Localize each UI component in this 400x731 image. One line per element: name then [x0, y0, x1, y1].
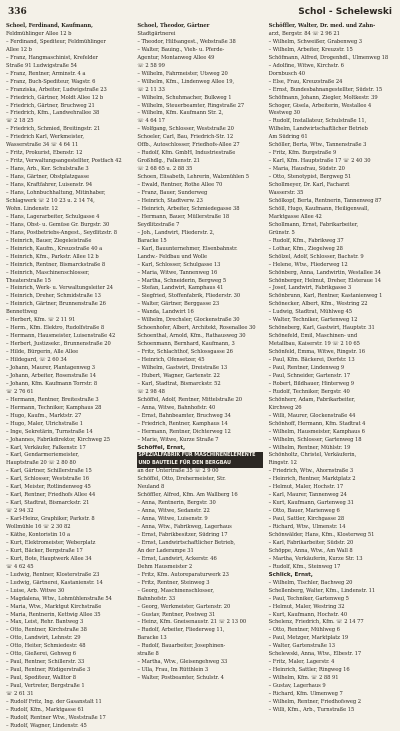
directory-entry: – Walter, Postbeamter, Schulstr. 4 [137, 675, 224, 682]
directory-entry: ☏ 2 61 31 [6, 691, 34, 698]
directory-entry: – Marie, Witwe, Kurze Straße 7 [137, 436, 219, 443]
directory-entry: – Rudolf Fritz, Ing. der Gasanstalt 11 [6, 699, 102, 706]
directory-entry: – Magdalena, Wtw., Lohmühlenstraße 54 [6, 595, 112, 602]
directory-entry: – Hans, Arb., Ker. Schulstraße 3 [6, 166, 89, 173]
directory-entry: – Ferdinand, Spediteur, Feldmühlinger [6, 38, 106, 45]
directory-entry: – Josef, Landwirt, Fabrikgasse 3 [268, 285, 352, 292]
directory-entry: – Lothar, Kfm., Ziegelweg 28 [268, 245, 343, 252]
directory-entry: – Heinrich, Sattler, Ringweg 16 [268, 667, 350, 674]
entry-heading: Schlick, Ernst, [268, 571, 313, 578]
directory-entry: – Max, Leist, Rehr. Bantweg 3 [6, 619, 84, 626]
directory-entry: – Wilhelm, Schweißer, Grabenweg 3 [268, 38, 363, 45]
directory-entry: Schöffel, Otto, Drehermeister, Str. [137, 476, 226, 483]
directory-entry: Schölzel, Adolf, Schlosser, Bachstr. 9 [268, 253, 364, 260]
directory-entry: – Friedrich, Kfm., Landwehrallee 38 [6, 110, 100, 117]
directory-entry: – Paul, Metzger, Marktplatz 19 [268, 635, 349, 642]
directory-entry: – Käthe, Kontoristin 10 a [6, 532, 71, 538]
directory-entry: – Fritz, Schlachthof, Schlossgasse 26 [137, 349, 233, 356]
directory-entry: – Helmut, Maler, Westring 32 [268, 603, 345, 610]
directory-entry: – Heinrich, Kfm., Parkstr. Allee 12 b [6, 253, 99, 260]
directory-entry: – Karl, Verkäufer, Falkenstr. 17 [6, 444, 86, 451]
directory-entry: Feldmühlinger Allee 12 b [6, 30, 72, 37]
directory-entry: – Heinrich, Rentner, Marktplatz 2 [268, 476, 356, 483]
directory-entry: Baracke 15 [137, 237, 167, 244]
directory-entry: – Walter, Techniker, Gartenweg 12 [268, 317, 358, 324]
directory-entry: – Paul, Spediteur, Walltor 8 [6, 675, 77, 682]
directory-entry: Bahnhofstr. 33 [137, 595, 176, 602]
directory-entry: – Paul, Schneider, Gartenstr. 17 [268, 372, 351, 379]
entry-heading: Schöffel, Ernst, [137, 444, 186, 451]
directory-entry: – Kurt, Elektromeister, Weberplatz [6, 539, 96, 546]
directory-entry: Schellenberg, Walter, Kfm., Lindenstr. 11 [268, 587, 376, 594]
directory-entry: – Anna, Rentnerin, Bergstr. 30 [137, 500, 216, 507]
directory-entry: Dehm Hausmeister 2 [137, 563, 193, 570]
directory-entry: Schönholtz, Christel, Verkäuferin, [268, 452, 357, 459]
directory-entry: – Rudolf, Kfm., Steinweg 17 [268, 563, 341, 570]
directory-entry: – Otto, Stenotypist, Bergweg 51 [268, 174, 352, 181]
directory-entry: – Karl, Schlosser, Schulgasse 13 [137, 261, 221, 268]
directory-entry: – Hans, Kraftfahrer, Luisenstr. 94 [6, 182, 93, 189]
directory-entry: Schoenhofer, Albert, Architekt, Rosenallee 30 [137, 325, 256, 332]
directory-entry: – Otto, Heiter, Schmiedestr. 48 [6, 643, 86, 650]
directory-entry: ☏ 2 58 99 [137, 62, 165, 69]
directory-entry: – Franz, Rentner, Arminstr. 4 a [6, 70, 86, 77]
directory-entry: Seydlitzstraße 7 [137, 221, 180, 228]
directory-entry: Schoel, Ferdinand, Kaufmann, [6, 23, 93, 29]
directory-column-3 [269, 23, 394, 731]
directory-entry: ☏ 2 94 32 [6, 508, 34, 515]
directory-entry: Schoeler, Carl, Bau, Friedrich-Str. 12 [137, 134, 234, 141]
directory-entry: – Richard, Wtw., Ulmenstr. 14 [268, 524, 346, 531]
directory-entry: – Wilhelm, Kfm. ☏ 2 88 91 [268, 675, 339, 682]
directory-entry: – Hans, Obst- u. Gemüse Gr. Burgstr. 30 [6, 221, 110, 228]
directory-entry: – Fritz, Verwaltungsangestellter, Postfach 42 [6, 158, 122, 165]
directory-entry: – Karl, Gärtner, Schillerstraße 15 [6, 468, 92, 475]
directory-entry: Wilhelm, Landwirtschaftlicher Betrieb [268, 126, 368, 133]
directory-entry: – Hans, Postbetriebs-Angest., Seydlitzstr. 8 [6, 229, 117, 236]
directory-entry: – Otto, Landwirt, Lehnstr. 29 [6, 635, 81, 642]
directory-entry: Kirchweg 26 [268, 404, 302, 411]
directory-entry: Schelenz, Friedrich, Kfm. ☏ 2 14 77 [268, 619, 364, 626]
directory-entry: – Ludwig, Stadtrat, Mühlweg 45 [268, 309, 353, 316]
directory-entry: – Joh., Landwirt, Fliederstr. 2, [137, 229, 215, 236]
directory-entry: Schönbrunn, Karl, Rentner, Kastanienweg 1 [268, 293, 383, 300]
directory-entry: – Hilde, Bürgerin, Alle Allee [6, 349, 79, 356]
directory-entry: – Martha, Schneiderin, Bergweg 5 [137, 277, 227, 284]
directory-entry: – Rudolf, Techniker, Bergstr. 40 [268, 388, 350, 395]
directory-entry: – Wilhelm, Kfm. Kaufmann Str. 2, [137, 110, 224, 117]
directory-entry: – Wilhelm, Rentner, Friedhofsweg 2 [268, 699, 362, 706]
directory-entry: – Hugo, Kaufm., Marktstr. 27 [6, 412, 82, 419]
directory-entry: – Paul, Techniker, Gartenweg 5 [268, 595, 349, 602]
directory-entry: – Gustav, Rentner, Postweg 31 [137, 611, 216, 618]
directory-entry: – Willi, Maurer, Glockenstraße 44 [268, 412, 356, 419]
directory-entry: – Helene, Wtw., Fliederweg 12 [268, 261, 348, 268]
directory-entry: – Franz, Buch-Spediteur, Wagstr. 6 [6, 78, 96, 85]
directory-entry: – Georg, Maschinenschlosser, [137, 587, 214, 594]
running-head: Schol - Schelewski [298, 7, 392, 17]
directory-entry: – Friedrich, Schmied, Breitingstr. 21 [6, 126, 101, 133]
directory-entry: – Stefan, Landwirt, Kamphaus 41 [137, 285, 224, 292]
directory-column-1 [6, 23, 131, 731]
directory-entry: – Otto, Rentner, Mühlweg 6 [268, 627, 340, 634]
directory-entry: – Otto, Bauer, Marienweg 6 [268, 508, 340, 515]
directory-entry: – Friedrich, Rentner, Kamphaus 14 [137, 420, 228, 427]
directory-entry: – Rudolf, Arbeiter, Fliederweg 11, [137, 627, 225, 634]
directory-entry: – Heinrich, Gärtner, Brunnenstraße 26 [6, 301, 106, 308]
directory-entry: – Anna, Wtw., Fabrikweg, Lagerhaus [137, 524, 232, 531]
directory-entry: ☏ 2 98 48 [137, 388, 165, 395]
directory-entry: – Walter, Gartenstraße 13 [268, 643, 335, 650]
directory-entry: – Karl-Heinz, Graphiker, Parkstr. 8 [6, 516, 95, 523]
directory-entry: – Friedrich, Gärtner, Bruchweg 21 [6, 102, 95, 109]
directory-entry: Dornbusch 40 [268, 70, 305, 77]
directory-entry: – Ernst, Bundesbahnangestellter, Südstr. 15 [268, 86, 383, 93]
directory-entry: – Willi, Kfm., Arb., Turnstraße 15 [268, 706, 355, 713]
directory-entry: Schöneberg, Karl, Gastwirt, Hauptstr. 31 [268, 325, 375, 332]
directory-entry: – Johann, Arbeiter, Rosenstraße 14 [6, 372, 97, 379]
directory-entry: – Franz, Hangmaschinist, Krefelder [6, 54, 98, 61]
directory-entry: Schlagwerk ☏ 2 10 23 u. 2 14 74, [6, 197, 95, 204]
directory-entry: Landw.- Feldbau und Wolle [137, 253, 208, 260]
directory-entry: – Walter, Gärtner, Berggasse 23 [137, 301, 220, 308]
directory-entry: Wollmühle 16 ☏ 2 30 82 [6, 524, 71, 531]
directory-entry: – Rudolf, Kfm. GmbH, Industriestraße [137, 150, 236, 157]
directory-entry: – Heinrich, Ofensetzer, 45 [137, 357, 205, 364]
directory-entry: – Ludwig, Gärtnerei, Kastanienstr. 14 [6, 579, 103, 586]
directory-entry: straße 8 [137, 651, 159, 658]
page-number: 336 [8, 7, 27, 17]
directory-entry: – Adolfine, Witwe, Kirchstr. 6 [268, 62, 344, 69]
directory-entry: – Else, Frau, Kreuzstraße 24 [268, 78, 343, 85]
directory-entry: – Friedrich, Gärtner, Moldt Allee 12 b [6, 94, 104, 101]
directory-entry: Theaterstraße 15 [6, 277, 51, 284]
directory-entry: Baracke 13 [137, 635, 167, 642]
directory-entry: Schönberg, Anna, Landwirtin, Westallee 34 [268, 269, 381, 276]
directory-entry: Schöffel, Adolf, Rentner, Mittelstraße 20 [137, 396, 242, 403]
directory-entry: – Hermann, Techniker, Kamphaus 28 [6, 404, 102, 411]
directory-entry: Schollmann, Ernst, Fabrikarbeiter, [268, 221, 359, 228]
directory-entry: Agentur, Montanweg Allee 49 [137, 54, 215, 61]
directory-entry: – Rudolf, Kfm., Fabrikweg 37 [268, 237, 344, 244]
directory-entry: – Wilhelm, Kfm., Lindenweg Allee 19, [137, 78, 235, 85]
directory-entry: Großhdlg., Falkenstr. 21 [137, 158, 201, 165]
directory-entry: ☏ 2 68 65 u. 2 88 35 [137, 166, 193, 173]
directory-entry: – Heinrich, Kaufm., Kreuzstraße 40 a [6, 245, 103, 252]
directory-entry: Schölkopf, Berta, Rentnerin, Tannenweg 87 [268, 197, 382, 204]
directory-entry: – Franz, Bauer, Sunderweg [137, 190, 208, 197]
directory-entry: – Hermann, Bauer, Müllerstraße 18 [137, 213, 230, 220]
directory-entry: Am Südring 61 [268, 134, 308, 141]
directory-entry: – Wilhelm, Tischler, Bachweg 20 [268, 579, 353, 586]
directory-entry: – Karl, Rentner, Friedhofs Allee 44 [6, 492, 96, 499]
directory-entry: – Karl, Fabrikarbeiter, Südstr. 20 [268, 539, 354, 546]
directory-entry: – Walter, Bauing., Vieh- u. Pferde- [137, 46, 225, 53]
directory-entry: – Fritz, Kfm. Burgstraße 9 [268, 150, 337, 157]
directory-entry: – Wilhelm, Gastwirt, Dreistraße 13 [137, 364, 228, 371]
directory-entry: Wohn. Lindenstr. 12 [6, 205, 58, 212]
directory-entry: – Rudolf, Wagner, Lindenstr. 45 [6, 722, 87, 729]
page-header [6, 7, 394, 21]
directory-entry: – Heinrich, Werk- u. Verwaltungsleiter 24 [6, 285, 114, 292]
directory-entry: – Hugo, Maler, Ulrichstraße 1 [6, 420, 83, 427]
directory-entry: – Karl, Gendarmeriemeister, [6, 452, 79, 459]
directory-entry: Schönhoff, Hermann, Kfm. Stadtrat 4 [268, 420, 366, 427]
directory-entry: Schöffler, Alfred, Kfm. Am Wallberg 16 [137, 492, 238, 499]
directory-entry: – Paul, Sattler, Kirchgasse 28 [268, 516, 345, 523]
directory-entry: – Rudolf, Bauarbeiter, Josephinen- [137, 643, 226, 650]
directory-entry: Ringstr. 12 [268, 460, 297, 467]
directory-entry: arzt, Bergstr. 84 ☏ 2 96 21 [268, 30, 340, 37]
directory-entry: – Johann, Maurer, Plantagenweg 3 [6, 364, 96, 371]
directory-entry: – Karl, Kfm. Hauptstraße 17 ☏ 2 40 30 [268, 158, 371, 165]
directory-entry: – Karl, Maurer, Tannenweg 24 [268, 492, 347, 499]
directory-entry: – Anna, Witwe, Sedanstr. 22 [137, 508, 210, 515]
directory-entry: ☏ 4 62 45 [6, 563, 34, 570]
directory-entry: – Herm., Kfm. Elektro, Rudolfstraße 8 [6, 325, 105, 332]
directory-entry: – Luise, Arb. Witwe 30 [6, 587, 65, 594]
directory-entry: – Rudolf, Kfm., Marktgasse 61 [6, 706, 85, 713]
directory-entry: Schoger, Gisela, Arbeiterin, Westallee 4 [268, 102, 372, 109]
advert-band: UND BAUTEILE FÜR DEN BERGBAU [137, 460, 262, 468]
directory-entry: – Friedrich Karl, Werkmeister, [6, 134, 84, 141]
directory-entry: – Kurt, Bote, Hauptwerk Allee 34 [6, 555, 92, 562]
directory-entry: – Hubert, Wagner, Gartenstr. 22 [137, 372, 220, 379]
directory-entry: Wasserstraße 34 ☏ 4 64 11 [6, 142, 79, 149]
directory-entry: – Kurt, Bäcker, Bergstraße 17 [6, 547, 83, 554]
directory-entry: – Hermann, Hausmeister, Luisenstraße 42 [6, 333, 116, 340]
directory-entry: – Maria, Hausfrau, Südstr. 20 [268, 166, 345, 173]
directory-entry: – Hildegard, ☏ 2 60 34 [6, 357, 67, 364]
directory-entry: – Ernst, Bahnbeamter, Bruchweg 34 [137, 412, 231, 419]
directory-entry: – Wolfgang, Schlosser, Weststraße 20 [137, 126, 234, 133]
directory-entry: – Herbert, Justizsekr., Brunnenstraße 20 [6, 341, 111, 348]
directory-entry: an der Untertraße 35 ☏ 2 9 00 [137, 468, 219, 475]
directory-entry: – Martha, Verkäuferin, Kurze Str. 13 [268, 555, 363, 562]
directory-entry: – Kurt, Kaufmann, Hochstr. 40 [268, 611, 348, 618]
directory-entry: – Fritz, Prokurist, Ebenstr. 12 [6, 150, 83, 157]
directory-entry: – Siegfried, Stoffenfabrik, Fliederstr. 30 [137, 293, 241, 300]
directory-entry: – Maria, Witwe, Tannenweg 16 [137, 269, 218, 276]
directory-entry: – Heinrich, Rentner, Bismarckstraße 8 [6, 261, 106, 268]
directory-entry: Marktgasse Allee 42 [268, 213, 322, 220]
directory-entry: – Helmut, Maler, Hochstr. 17 [268, 484, 344, 491]
directory-entry: Schönefeld, Emil, Maschinen- und [268, 333, 358, 340]
directory-entry: Schoel, Theodor, Gärtner [137, 23, 210, 29]
directory-entry: – Kurt, Kaufmann, Gartenweg 31 [268, 500, 354, 507]
directory-entry: – Fritz, Kfm. Autoreparaturwerk 23 [137, 571, 229, 578]
directory-entry: – Herbert, Kfm. ☏ 2 11 91 [6, 317, 76, 324]
directory-entry: – Anna, Witwe, Luisenstr. 9 [137, 516, 208, 523]
directory-entry: – Hans, Gärtner, Obstplatzgasse [6, 174, 90, 181]
directory-entry: – Hermann, Rentner, Breitestraße 3 [6, 396, 99, 403]
directory-entry: Schönberger, Helmut, Dreher, Elsteraue 14 [268, 277, 382, 284]
directory-entry: Schelewski, Anna, Wtw., Elbestr. 17 [268, 651, 362, 658]
directory-entry: Offb., Autoschlosser, Friedhofs-Allee 27 [137, 142, 240, 149]
directory-entry: Schöffler, Walter, Dr. med. und Zahn- [268, 23, 376, 29]
directory-entry: – Rudolf, Installateur, Schulstraße 11, [268, 118, 367, 125]
directory-entry: Metallbau, Kaiserstr. 19 ☏ 2 10 65 [268, 341, 360, 348]
directory-entry: Wasserstr. 35 [268, 190, 304, 197]
directory-entry: – Johannes, Fabrikdirektor, Kirchweg 25 [6, 436, 111, 443]
directory-entry: – Heinz, Kfm. Gneisenaustr. 21 ☏ 2 13 00 [137, 619, 247, 626]
directory-entry: – Wilhelm, Steuerbeamter, Ringstraße 27 [137, 102, 245, 109]
directory-entry: Schoenthal, Arnold, Kfm., Rathausweg 30 [137, 333, 246, 340]
directory-entry: Allee 12 b [6, 46, 32, 53]
directory-entry: – Hans, Lagerarbeiter, Schulgasse 4 [6, 213, 100, 220]
directory-entry: – Karl, Stadtrat, Bismarckstr. 21 [6, 500, 90, 507]
directory-entry: – Ludwig, Rentner, Klosterstraße 23 [6, 571, 100, 578]
directory-entry: – Karl, Schlosser, Weststraße 16 [6, 476, 90, 483]
directory-entry: – Wilhelm, Fahrmeister, Utsweg 20 [137, 70, 228, 77]
directory-entry: – Ernst, Landwirt, Ackerstr. 46 [137, 555, 217, 562]
directory-entry: Schoenmann, Bernhard, Kaufmann, 3 [137, 341, 235, 348]
directory-entry: – Georg, Werkmeister, Gartenstr. 20 [137, 603, 231, 610]
directory-entry: – Wanda, Landwirt 16 [137, 309, 194, 316]
directory-entry: Schoen, Elisabeth, Lehrerin, Walzmühlen 5 [137, 174, 250, 181]
directory-entry: – Martha, Wtw., Gleisengehweg 33 [137, 659, 228, 666]
directory-entry: – Anna, Witwe, Bahnhofstr. 40 [137, 404, 216, 411]
directory-entry: Bennettweg [6, 309, 38, 316]
directory-entry: Schollmeyer, Dr. Karl, Facharzt [268, 182, 350, 189]
directory-entry: – Otto, Gießerei, Gehweg 6 [6, 651, 77, 658]
directory-entry: – Gustav, Lagerhaus 9 [268, 683, 326, 690]
directory-entry: – Hermann, Rentner, Dichterweg 12 [137, 428, 231, 435]
directory-entry: An der Laderampe 31 [137, 547, 194, 554]
directory-entry: – Fritz, Rentner, Steinweg 3 [137, 579, 210, 586]
directory-entry: Stadtgärtnerei [137, 30, 176, 37]
directory-entry: Schönwälder, Hans, Kfm., Klosterweg 51 [268, 532, 375, 538]
directory-entry: – Otto, Rentner, Kirchstraße 38 [6, 627, 87, 634]
directory-entry: – Paul, Rentner, Lindenweg 9 [268, 364, 345, 371]
directory-entry: – Paul, Rentner, Rüdigerstraße 3 [6, 667, 91, 674]
directory-entry: – Hans, Lohnbuchhaltung, Mitinhaber, [6, 190, 106, 197]
directory-entry: – Heinrich, Stadtverw. 23 [137, 197, 203, 204]
directory-entry: – Robert, Bildhauer, Hinterweg 9 [268, 380, 355, 387]
directory-entry: Hauptstraße 20 ☏ 2 80 80 [6, 460, 76, 467]
directory-entry: – Fritz, Maler, Lagerstr. 4 [268, 659, 335, 666]
directory-entry: – Wilhelm, Hausmeister, Kamphaus 6 [268, 428, 365, 435]
directory-entry: – Friedrich, Wtw., Ahornstraße 3 [268, 468, 354, 475]
directory-entry: – Richard, Kfm. Ulmenweg 7 [268, 691, 343, 698]
directory-entry: Grünstr. 5 [268, 229, 295, 236]
directory-entry: – Heinrich, Maschinenschlosser, [6, 269, 90, 276]
directory-entry: – Heinrich, Bauer, Ziegeleistraße [6, 237, 92, 244]
directory-entry: – Inge, Sekretärin, Turnstraße 14 [6, 428, 93, 435]
directory-entry: ☏ 2 76 61 [6, 388, 34, 395]
directory-entry: – Wilhelm, Schuhmacher, Bulkweg 1 [137, 94, 232, 101]
directory-entry: – Ewald, Rentner, Rothe Allee 70 [137, 182, 223, 189]
directory-entry: – Wilhelm, Rentner, Mühlstr. 19 [268, 444, 351, 451]
directory-column-2 [137, 23, 262, 731]
directory-entry: Schönfeld, Emma, Witwe, Ringstr. 16 [268, 349, 366, 356]
directory-entry: – Heinrich, Arbeiter, Schmiedegasse 38 [137, 205, 240, 212]
directory-entry: Schöller, Berta, Wtw., Tannenstraße 3 [268, 142, 367, 149]
directory-entry: – Johann, Kfm. Kaufmann Torrstr. 8 [6, 380, 98, 387]
directory-entry: Neuland 8 [137, 484, 165, 491]
directory-entry: – Wilhelm, Drechsler, Glockenstraße 30 [137, 317, 240, 324]
directory-entry: Westweg 30 [268, 110, 300, 117]
directory-entry: – Maria, Wtw., Marktgut Kirchstraße [6, 603, 102, 610]
directory-entry: ☏ 2 11 33 [137, 86, 165, 93]
directory-entry: – Karl, Stadtrat, Bismarckstr. 52 [137, 380, 221, 387]
advert-band: SPEZIALFABRIK FÜR MASCHINENELEMENTE [137, 452, 262, 460]
directory-entry: Schönherr, Adam, Fabrikarbeiter, [268, 396, 356, 403]
directory-entry: – Paul, Vertreter, Bergstraße 1 [6, 683, 85, 690]
directory-entry: Schöfmann, Alfred, Drogenhdl., Ulmenweg 18 [268, 54, 389, 61]
directory-entry: ☏ 2 18 25 [6, 118, 34, 125]
directory-entry: Schöfmann, Johann, Ziegler, Moltkestr. 39 [268, 94, 378, 101]
directory-entry: – Wilhelm, Arbeiter, Kreuzstr. 15 [268, 46, 353, 53]
directory-entry: – Ernst, Landwirtschaftlicher Betrieb, [137, 539, 236, 546]
directory-entry: – Karl, Meister, Rotlindenweg 45 [6, 484, 91, 491]
directory-entry: Schönecker, Albert, Kfm., Westring 22 [268, 301, 368, 308]
directory-entry: – Paul, Kfm. Bäckerei, Dorfstr. 13 [268, 357, 355, 364]
directory-entry: – Ernst, Fabrikbesitzer, Südring 17 [137, 532, 228, 538]
directory-entry: Straße 91 Ludwigstraße 54 [6, 62, 78, 69]
directory-entry: – Karl, Bauunternehmer, Elsenbahnstr. [137, 245, 238, 252]
directory-entry: – Paul, Rentner, Schillerstr. 33 [6, 659, 85, 666]
directory-entry: – Theodor, Hilfsangest., Webstraße 38 [137, 38, 236, 45]
directory-entry: Schöppe, Anna, Wtw., Am Wall 8 [268, 547, 353, 554]
directory-entry: – Heinrich, Dreher, Schmidstraße 13 [6, 293, 101, 300]
directory-columns [6, 23, 394, 729]
directory-entry: Schöll, Hugo, Kaufmann, Heiligenwall, [268, 205, 369, 212]
directory-entry: ☏ 4 64 17 [137, 118, 165, 125]
directory-entry: – Franziska, Arbeiter, Ludwigstraße 23 [6, 86, 107, 93]
directory-entry: – Rudolf, Rentner Wtw., Weststraße 17 [6, 714, 106, 721]
directory-entry: – Maria, Rentnerin, Kettwig Allee 35 [6, 611, 101, 618]
directory-entry: – Ulla, Frau, Im Rütthlein 3 [137, 667, 209, 674]
directory-entry: – Wilhelm, Schlosser, Gartenweg 18 [268, 436, 362, 443]
